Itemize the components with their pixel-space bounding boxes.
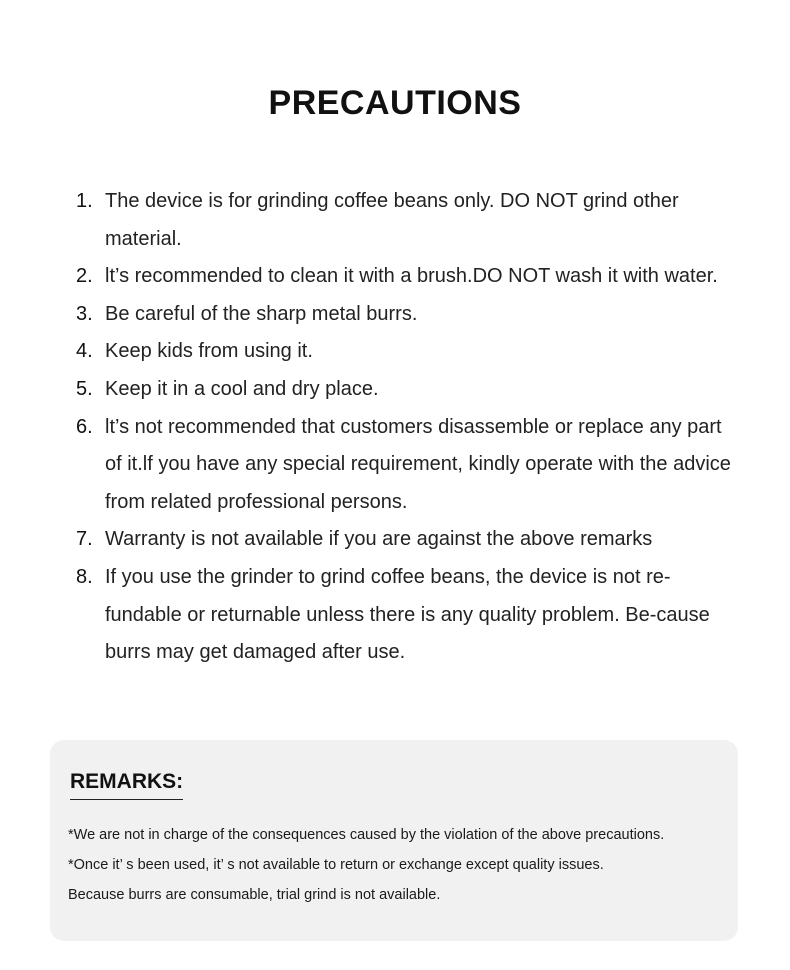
remark-line: Because burrs are consumable, trial grind is not available. (68, 887, 441, 903)
item-text: Warranty is not available if you are against the above remarks (105, 528, 653, 551)
remarks-box (50, 740, 738, 941)
item-number: 2. (76, 265, 93, 288)
precautions-list (76, 183, 736, 672)
list-item (76, 371, 736, 409)
item-text: lt’s not recommended that customers disassemble or replace any part of it.lf you have any special requirement, kindly operate with the advice from related professional persons. (105, 415, 731, 513)
list-item (76, 521, 736, 559)
item-text: Be careful of the sharp metal burrs. (105, 302, 418, 325)
item-text: If you use the grinder to grind coffee beans, the device is not re-fundable or returnable unless there is any quality problem. Be-cause burrs may get damaged after use. (105, 565, 710, 664)
item-number: 5. (76, 377, 93, 400)
remark-line: *We are not in charge of the consequences caused by the violation of the above precautions. (68, 827, 665, 843)
remarks-lines (68, 820, 664, 910)
item-number: 8. (76, 565, 93, 588)
item-number: 3. (76, 302, 93, 325)
item-number: 7. (76, 528, 93, 551)
list-item (76, 296, 736, 334)
list-item (76, 333, 736, 371)
list-item (76, 559, 736, 672)
item-number: 6. (76, 415, 93, 438)
item-text: The device is for grinding coffee beans only. DO NOT grind other material. (105, 190, 679, 250)
item-text: lt’s recommended to clean it with a brush.DO NOT wash it with water. (105, 265, 718, 288)
list-item (76, 183, 736, 258)
item-text: Keep it in a cool and dry place. (105, 377, 379, 400)
page-title: PRECAUTIONS (268, 84, 522, 122)
item-number: 1. (76, 190, 93, 212)
remarks-title: REMARKS: (70, 770, 183, 800)
item-text: Keep kids from using it. (105, 340, 313, 363)
remark-line: *Once it’ s been used, it’ s not available to return or exchange except quality issues. (68, 857, 604, 873)
list-item (76, 258, 736, 296)
item-number: 4. (76, 340, 93, 363)
list-item (76, 409, 736, 522)
